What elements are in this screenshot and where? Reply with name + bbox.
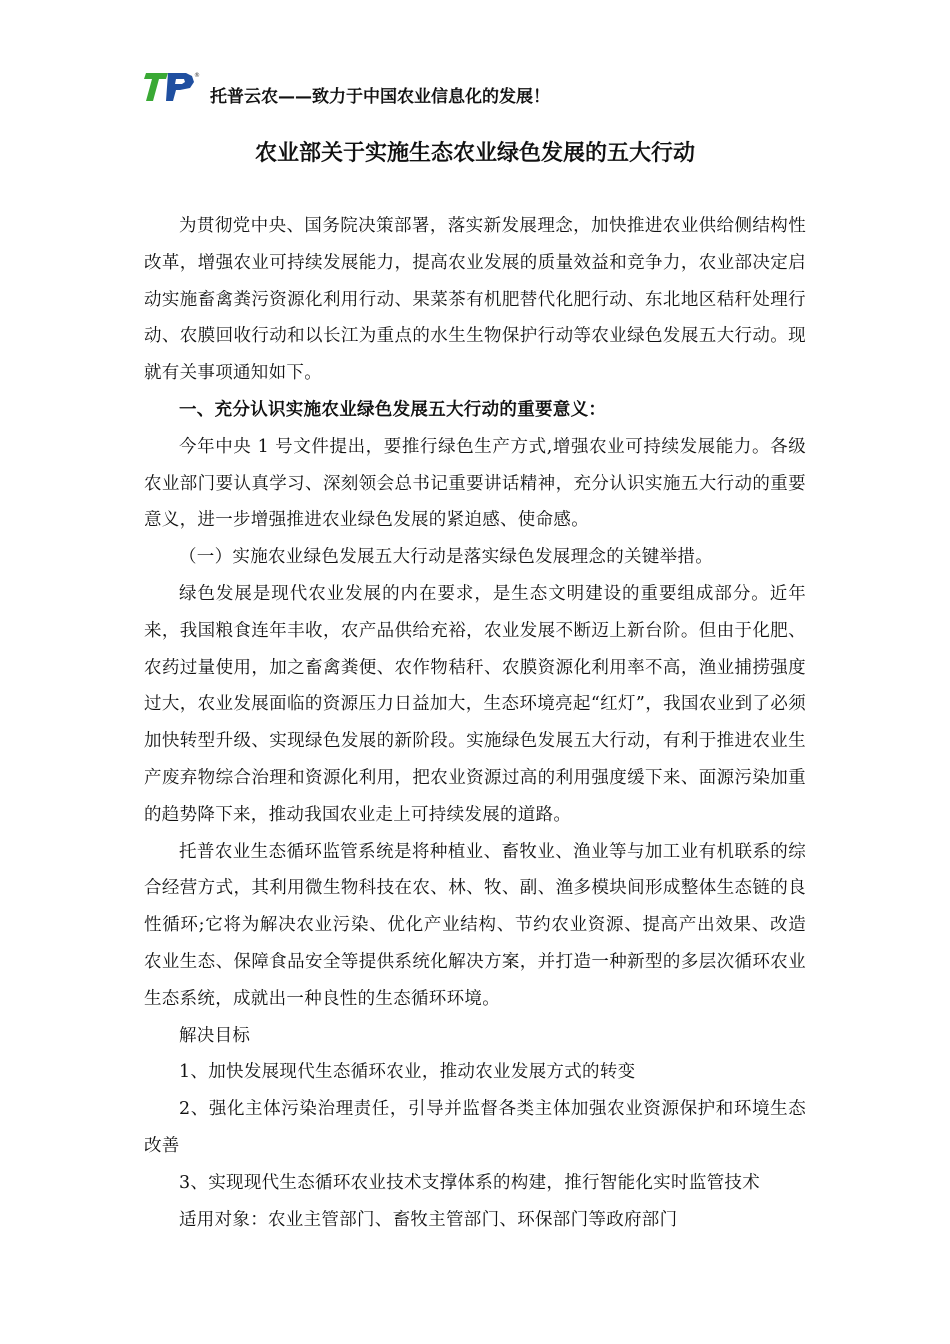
goals-heading: 解决目标 <box>179 1025 251 1046</box>
document-body <box>144 208 806 1238</box>
paragraph-tp-system: 托普农业生态循环监管系统是将种植业、畜牧业、渔业等与加工业有机联系的综合经营方式，其利用微生物科技在农、林、牧、副、渔多模块间形成整体生态链的良性循环;它将为解决农业污染、优化产业结构、节约农业资源、提高产出效果、改造农业生态、保障食品安全等提供系统化解决方案，并打造一种新型的多层次循环农业生态系统，成就出一种良性的生态循环环境。 <box>144 841 806 1009</box>
applicable-targets: 适用对象：农业主管部门、畜牧主管部门、环保部门等政府部门 <box>179 1209 678 1230</box>
goal-item-2: 2、强化主体污染治理责任，引导并监督各类主体加强农业资源保护和环境生态改善 <box>144 1099 806 1156</box>
document-title: 农业部关于实施生态农业绿色发展的五大行动 <box>254 141 695 166</box>
section-heading-1: 一、充分认识实施农业绿色发展五大行动的重要意义： <box>179 399 607 420</box>
goal-item-3: 3、实现现代生态循环农业技术支撑体系的构建，推行智能化实时监管技术 <box>179 1172 761 1193</box>
paragraph-intro: 为贯彻党中央、国务院决策部署，落实新发展理念，加快推进农业供给侧结构性改革，增强农业可持续发展能力，提高农业发展的质量效益和竞争力，农业部决定启动实施畜禽粪污资源化利用行动、果菜茶有机肥替代化肥行动、东北地区秸秆处理行动、农膜回收行动和以长江为重点的水生生物保护行动等农业绿色发展五大行动。现就有关事项通知如下。 <box>144 216 806 384</box>
paragraph-green-development: 绿色发展是现代农业发展的内在要求，是生态文明建设的重要组成部分。近年来，我国粮食连年丰收，农产品供给充裕，农业发展不断迈上新台阶。但由于化肥、农药过量使用，加之畜禽粪便、农作物秸秆、农膜资源化利用率不高，渔业捕捞强度过大，农业发展面临的资源压力日益加大，生态环境亮起“红灯”，我国农业到了必须加快转型升级、实现绿色发展的新阶段。实施绿色发展五大行动，有利于推进农业生产废弃物综合治理和资源化利用，把农业资源过高的利用强度缓下来、面源污染加重的趋势降下来，推动我国农业走上可持续发展的道路。 <box>144 583 806 825</box>
subsection-heading-1: （一）实施农业绿色发展五大行动是落实绿色发展理念的关键举措。 <box>179 547 713 568</box>
goal-item-1: 1、加快发展现代生态循环农业，推动农业发展方式的转变 <box>179 1062 636 1083</box>
header-slogan: 托普云农——致力于中国农业信息化的发展！ <box>210 87 550 107</box>
tp-logo-icon <box>142 70 198 102</box>
page-header <box>142 64 802 110</box>
svg-text:®: ® <box>194 72 200 79</box>
paragraph-doc-one: 今年中央 1 号文件提出，要推行绿色生产方式,增强农业可持续发展能力。各级农业部门要认真学习、深刻领会总书记重要讲话精神，充分认识实施五大行动的重要意义，进一步增强推进农业绿色发展的紧迫感、使命感。 <box>144 436 806 531</box>
